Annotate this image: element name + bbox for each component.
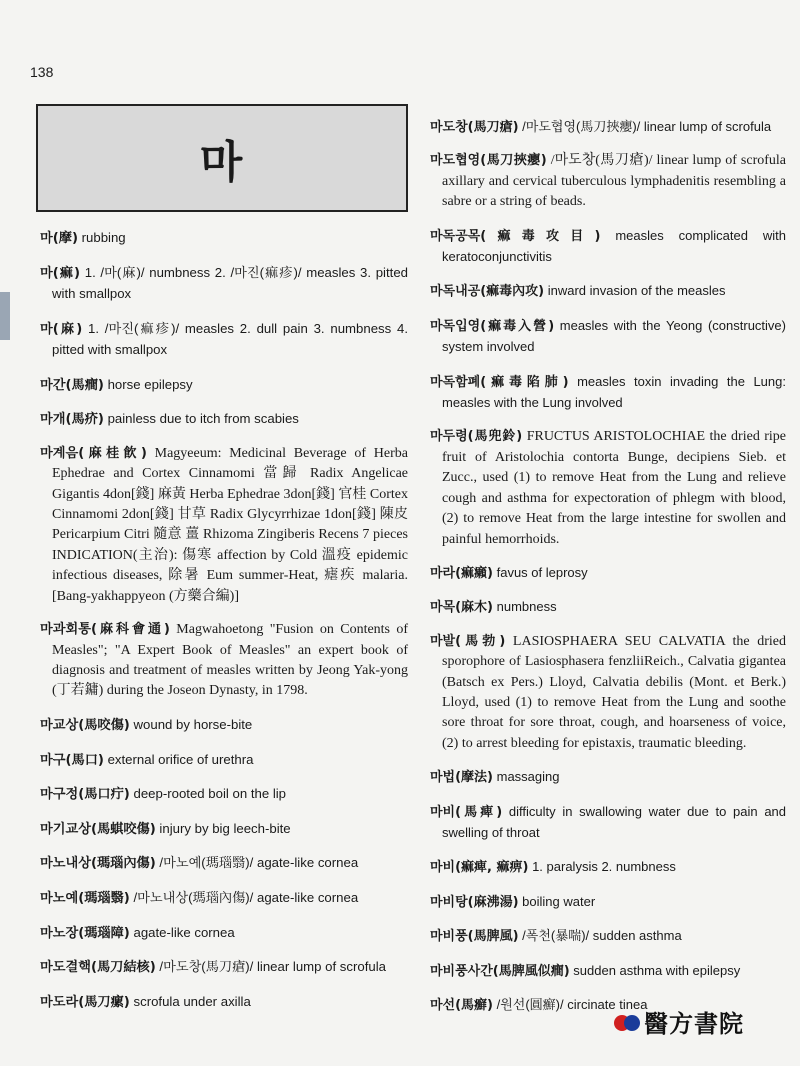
logo-dots-icon [614,1011,644,1033]
dictionary-entry [430,281,786,302]
dictionary-entry [40,375,408,396]
dictionary-entry [430,802,786,845]
right-column [430,104,786,1023]
dictionary-entry [40,319,408,362]
entry-definition: /마도창(馬刀瘡)/ linear lump of scrofula axillary and cervical tuberculous lymphadenitis resembling a sabre or a string of beads. [442,153,787,210]
dictionary-entry [40,888,408,909]
dictionary-entry [430,226,786,269]
entry-definition: 1. paralysis 2. numbness [528,859,676,875]
dictionary-entry [40,923,408,944]
entry-definition: scrofula under axilla [129,993,251,1009]
dictionary-entry [40,228,408,249]
dictionary-entry [430,316,786,359]
entry-headword: 마독내공(痲毒內攻) [430,284,545,300]
entry-definition: Magyeeum: Medicinal Beverage of Herba Ephedrae and Cortex Cinnamomi 當歸 Radix Angelicae Gigantis 4don[錢] 麻黃 Herba Ephedrae 3don[錢] 官桂 Cortex Cinnamomi 2don[錢] 甘草 Radix Glycyrrhizae 1don[錢] 陳皮 Pericarpium Citri 隨意 薑 Rhizoma Zingiberis Recens 7 pieces INDICATION(主治): 傷寒 affection by Cold 溫疫 epidemic infectious diseases, 除暑 Eum summer-Heat, 瘧疾 malaria. [Bang-yakhappyeon (方藥合編)] [52,445,408,604]
entry-headword: 마교상(馬咬傷) [40,718,130,734]
entry-headword: 마선(馬癬) [430,998,493,1013]
dictionary-entry [430,597,786,618]
dictionary-entry [40,263,408,306]
entry-definition: inward invasion of the measles [544,283,726,299]
entry-headword: 마개(馬疥) [40,412,104,428]
entry-definition: rubbing [77,230,126,245]
entry-definition: injury by big leech-bite [155,820,291,836]
left-entry-list [40,228,408,1013]
entry-definition: external orifice of urethra [103,751,254,767]
dictionary-entry [40,444,408,607]
entry-definition: Magwahoetong "Fusion on Contents of Measles"; "A Expert Book of Measles" an expert book of diagnosis and treatment of measles written by Jeong Yak-yong (丁若鏞) during the Joseon Dynasty, in 1798. [52,622,409,699]
entry-definition: massaging [493,769,560,785]
entry-headword: 마노예(瑪瑙翳) [40,891,130,906]
dictionary-entry [40,750,408,771]
entry-headword: 마라(痲癩) [430,565,493,581]
entry-definition: /마도협영(馬刀挾癭)/ linear lump of scrofula [518,119,772,134]
dictionary-entry [430,892,786,913]
dictionary-entry [430,961,786,982]
entry-headword: 마기교상(馬蜞咬傷) [40,821,156,837]
dictionary-entry [430,563,786,584]
entry-headword: 마(麻) [40,321,83,337]
left-column [40,104,408,1020]
entry-headword: 마도라(馬刀瘰) [40,994,130,1010]
dictionary-entry [430,857,786,878]
section-heading: 마 [199,137,245,188]
entry-definition: 1. /마(麻)/ numbness 2. /마진(痲疹)/ measles 3. pitted with smallpox [52,264,408,301]
dictionary-entry [40,992,408,1013]
entry-definition: /마노예(瑪瑙翳)/ agate-like cornea [155,855,359,871]
entry-headword: 마비(痲痺, 痲痹) [430,860,529,876]
entry-headword: 마독공목(痲毒攻目) [430,228,601,244]
entry-headword: 마구정(馬口疔) [40,787,130,803]
dictionary-entry [430,926,786,947]
dictionary-entry [40,819,408,840]
entry-headword: 마비풍사간(馬脾風似癎) [430,963,570,979]
entry-definition: numbness [493,599,557,615]
dictionary-entry [430,151,786,212]
page-number: 138 [30,64,54,80]
entry-definition: /원선(圓癬)/ circinate tinea [493,997,648,1012]
entry-headword: 마두령(馬兜鈴) [430,429,523,445]
dictionary-entry [430,427,786,549]
dictionary-entry [40,957,408,978]
entry-headword: 마(摩) [40,231,78,246]
entry-definition: wound by horse-bite [129,717,253,733]
entry-definition: 1. /마진(痲疹)/ measles 2. dull pain 3. numbness 4. pitted with smallpox [52,320,409,357]
dictionary-entry [430,117,786,138]
dictionary-entry [40,853,408,874]
entry-definition: LASIOSPHAERA SEU CALVATIA the dried sporophore of Lasiosphasera fenzliiReich., Calvatia gigantea (Batsch ex Pers.) Lloyd, Calvatia debilis (Mont. et Berk.) Lloyd, used (1) to remove Heat from the Lung and soothe sore throat for sore throat, cough, and hoarseness of voice, (2) to arrest bleeding for epistaxis, traumatic bleeding. [442,633,786,751]
dictionary-entry [430,632,786,754]
entry-headword: 마법(摩法) [430,770,493,786]
publisher-logo [614,1004,744,1039]
entry-definition: measles with the Yeong (constructive) system involved [442,317,786,355]
entry-headword: 마구(馬口) [40,752,104,768]
entry-headword: 마노내상(瑪瑙內傷) [40,856,156,872]
entry-definition: /마도창(馬刀瘡)/ linear lump of scrofula [155,959,386,975]
dictionary-entry [40,620,408,702]
entry-definition: difficulty in swallowing water due to pain and swelling of throat [442,803,787,840]
dictionary-entry [40,409,408,430]
entry-headword: 마도창(馬刀瘡) [430,120,519,135]
thumb-index-tab [0,292,10,340]
entry-definition: favus of leprosy [493,564,588,580]
entry-definition: boiling water [518,893,596,909]
entry-headword: 마비(馬痺) [430,804,503,820]
entry-definition: deep-rooted boil on the lip [129,786,287,802]
entry-definition: /폭천(暴喘)/ sudden asthma [518,928,682,944]
publisher-name: 醫方書院 [644,1009,744,1038]
section-heading-box [36,104,408,212]
entry-headword: 마독입영(痲毒入營) [430,318,555,334]
entry-headword: 마비풍(馬脾風) [430,929,519,945]
entry-headword: 마(痲) [40,265,81,281]
entry-headword: 마비탕(麻沸湯) [430,894,519,910]
entry-headword: 마과회통(麻科會通) [40,622,170,638]
entry-headword: 마도협영(馬刀挾癭) [430,153,547,169]
entry-definition: measles complicated with keratoconjunctivitis [442,227,786,265]
dictionary-entry [40,784,408,805]
dictionary-entry [40,715,408,736]
dictionary-entry [430,372,786,415]
entry-headword: 마간(馬癎) [40,377,104,393]
entry-headword: 마독함폐(痲毒陷肺) [430,374,569,390]
entry-definition: FRUCTUS ARISTOLOCHIAE the dried ripe fruit of Aristolochia contorta Bunge, decipiens Sieb. et Zucc., used (1) to remove Heat from the Lung and relieve cough and asthma for expectoration of phlegm with blood, (2) to remove Heat from the large intestine for swollen and painful hemorrhoids. [442,429,787,547]
entry-definition: painless due to itch from scabies [103,411,299,427]
entry-definition: measles toxin invading the Lung: measles with the Lung involved [442,373,786,411]
entry-definition: /마노내상(瑪瑙內傷)/ agate-like cornea [129,890,359,905]
entry-headword: 마도결핵(馬刀結核) [40,960,156,976]
entry-headword: 마발(馬勃) [430,633,506,649]
entry-headword: 마목(麻木) [430,600,493,616]
dictionary-entry [430,767,786,788]
entry-definition: horse epilepsy [103,376,193,392]
entry-definition: agate-like cornea [129,924,235,940]
entry-headword: 마계음(麻桂飮) [40,445,147,461]
entry-headword: 마노장(瑪瑙障) [40,925,130,941]
entry-definition: sudden asthma with epilepsy [569,962,741,978]
